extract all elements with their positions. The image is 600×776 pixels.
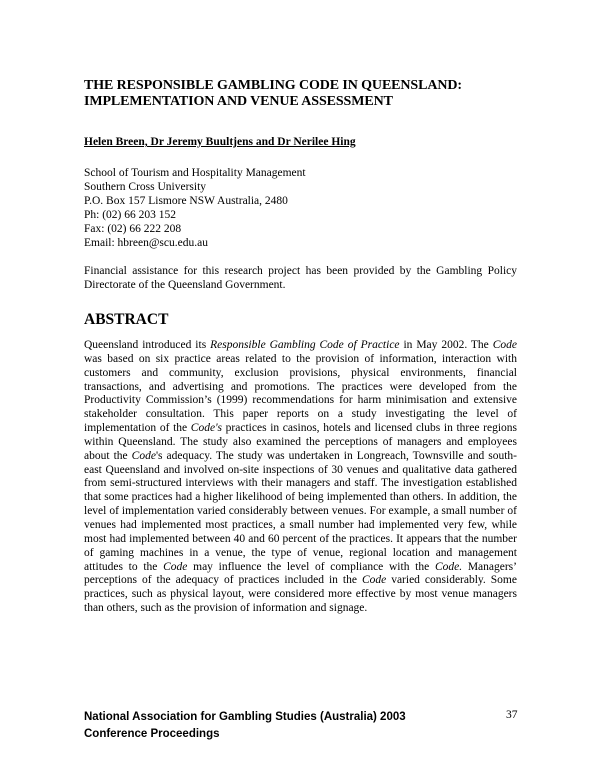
abstract-italic-code: Code <box>131 449 156 462</box>
affiliation-email: Email: hbreen@scu.edu.au <box>84 236 208 249</box>
affiliation-address: P.O. Box 157 Lismore NSW Australia, 2480 <box>84 194 288 207</box>
footer-line-1: National Association for Gambling Studies (Australia) 2003 <box>84 711 406 723</box>
abstract-italic-code-title: Responsible Gambling Code of Practice <box>210 339 400 351</box>
abstract-italic-code: Code <box>361 574 387 587</box>
abstract-text-segment: varied considerably. Some practices, such as physical layout, were considered more effective by most venue managers than others, such as the provision of information and signage. <box>84 574 517 615</box>
abstract-italic-code: Code's <box>190 422 223 435</box>
abstract-text-segment: Queensland introduced its <box>84 339 211 351</box>
page-number: 37 <box>506 709 518 721</box>
abstract-text-segment: was based on six practice areas related to the provision of information, interaction with customers and community, exclusion provisions, physical environments, financial transactions, and advertising and promotions. The practices were developed from the Productivity Commission’s (1999) recommendations for harm minimisation and extensive stakeholder consultation. This paper reports on a study investigating the level of implementation of the <box>84 352 517 435</box>
title-line-1: THE RESPONSIBLE GAMBLING CODE IN QUEENSLAND: <box>84 78 462 93</box>
title-line-2: IMPLEMENTATION AND VENUE ASSESSMENT <box>84 94 393 109</box>
abstract-text <box>84 339 517 616</box>
abstract-text-segment: in May 2002. The <box>399 339 493 351</box>
footer-conference <box>84 709 406 742</box>
author-list: Helen Breen, Dr Jeremy Buultjens and Dr Nerilee Hing <box>84 136 356 148</box>
affiliation-block <box>84 167 306 250</box>
abstract-text-segment: practices in casinos, hotels and licensed clubs in three regions within Queensland. The study also examined the perceptions of managers and employees about the <box>84 422 517 462</box>
paper-title <box>84 78 524 110</box>
abstract-italic-code: Code. <box>434 560 463 573</box>
affiliation-fax: Fax: (02) 66 222 208 <box>84 222 182 235</box>
abstract-text-segment: Managers’ perceptions of the adequacy of practices included in the <box>84 560 517 587</box>
abstract-italic-code: Code <box>492 339 517 351</box>
abstract-text-segment: may influence the level of compliance with the <box>187 560 435 573</box>
affiliation-university: Southern Cross University <box>84 180 207 193</box>
affiliation-school: School of Tourism and Hospitality Management <box>84 167 306 179</box>
abstract-italic-code: Code <box>163 560 188 573</box>
affiliation-phone: Ph: (02) 66 203 152 <box>84 208 176 221</box>
abstract-heading: ABSTRACT <box>84 311 169 328</box>
abstract-text-segment: 's adequacy. The study was undertaken in Longreach, Townsville and south-east Queensland and involved on-site inspections of 30 venues and qualitative data gathered from semi-structured interviews with their managers and staff. The investigation established that some practices had a higher likelihood of being implemented than others. In addition, the level of implementation varied considerably between venues. For example, a small number of venues had implemented most practices, a small number had implemented very few, while most had implemented between 40 and 60 percent of the practices. It appears that the number of gaming machines in a venue, the type of venue, regional location and management attitudes to the <box>84 449 517 573</box>
footer-line-2: Conference Proceedings <box>84 727 220 740</box>
funding-note: Financial assistance for this research project has been provided by the Gambling Policy Directorate of the Queensland Government. <box>84 265 517 291</box>
